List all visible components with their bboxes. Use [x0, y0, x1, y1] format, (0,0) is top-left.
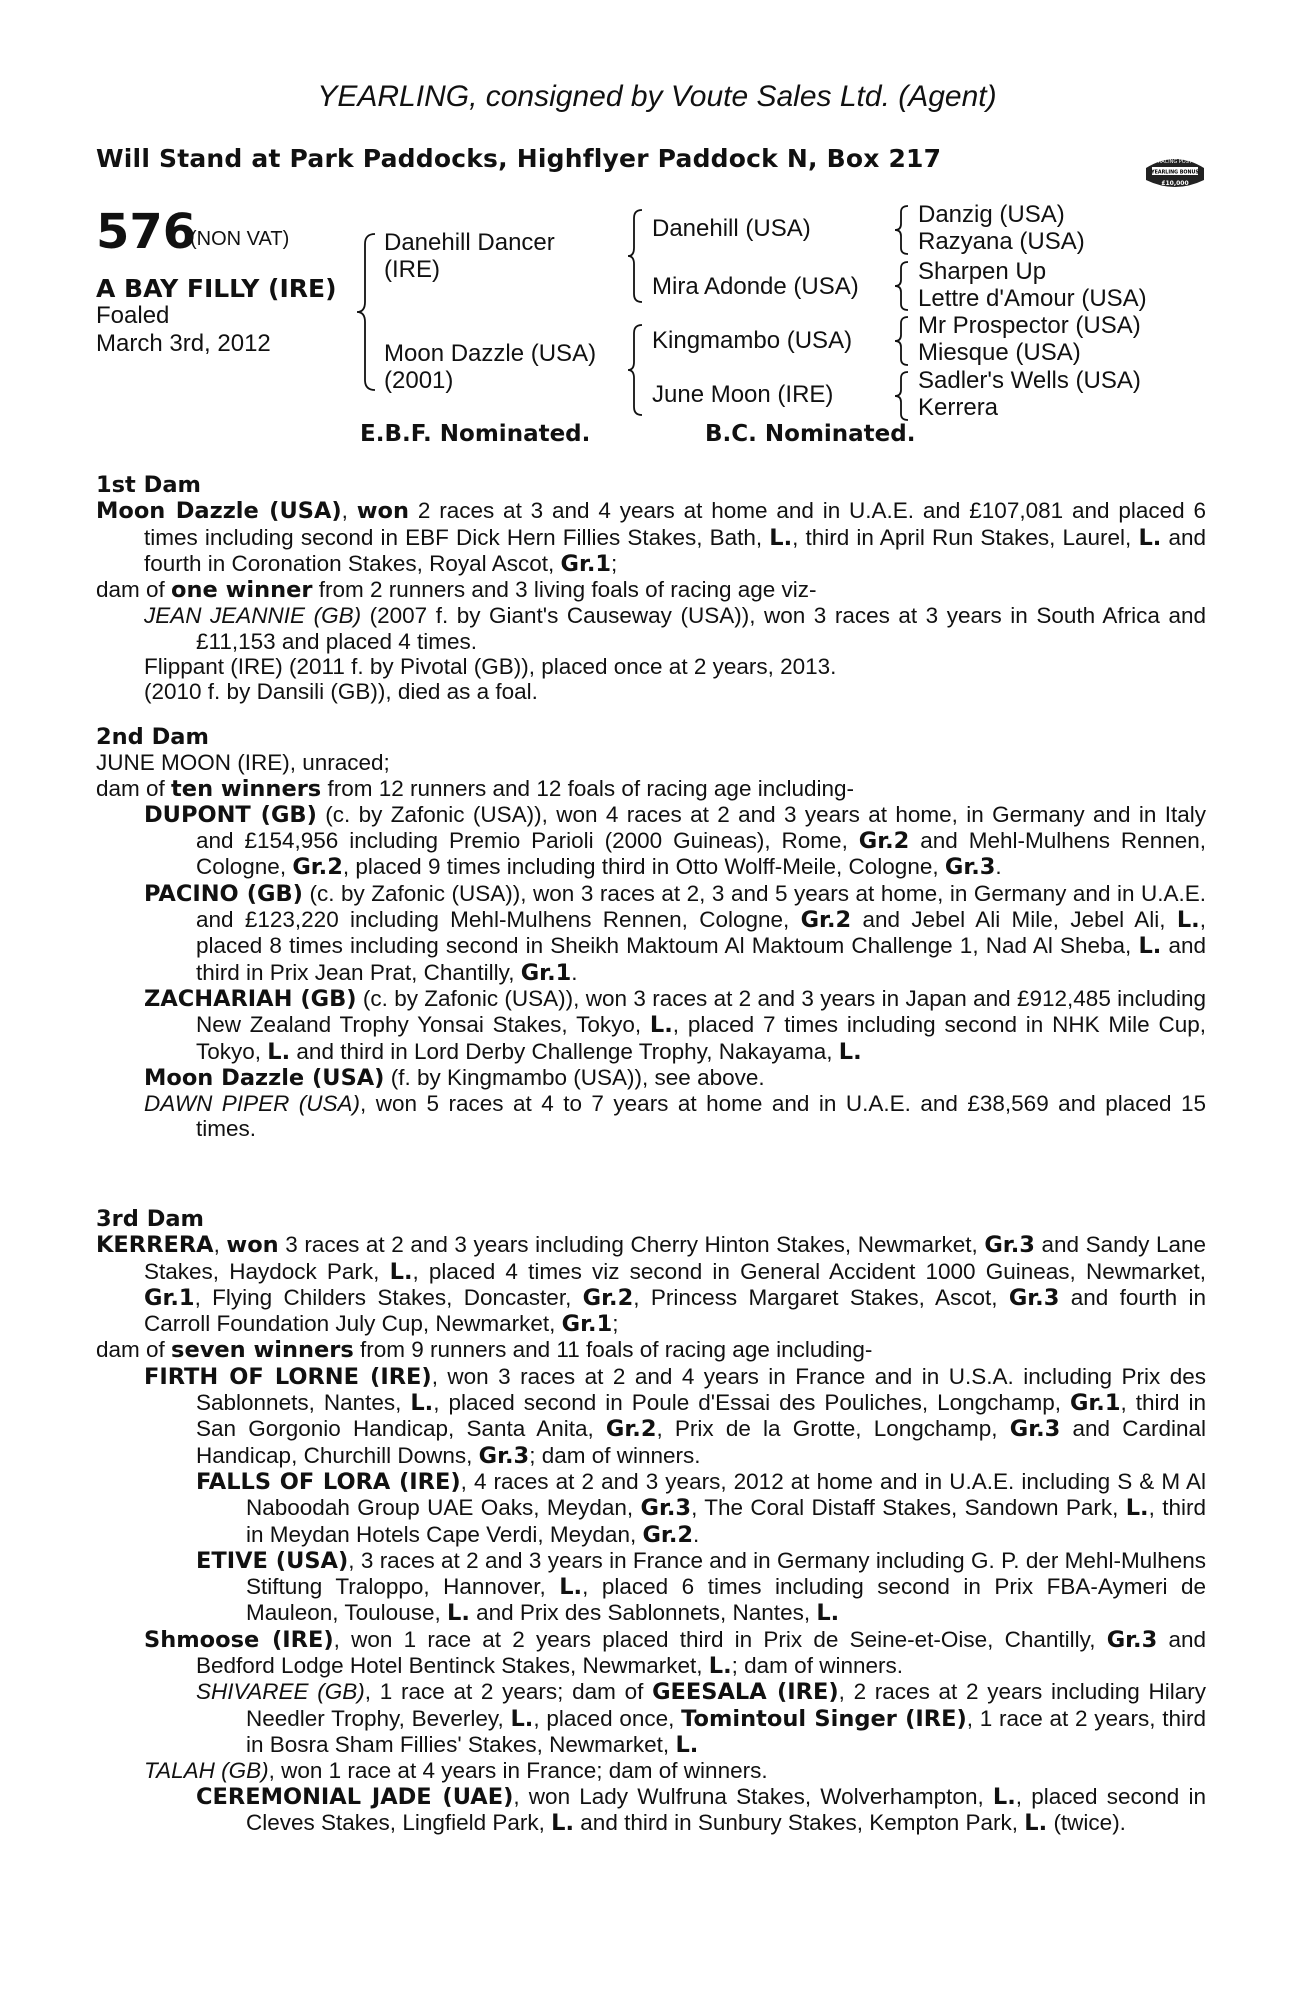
pedigree-ss-sire: Danzig (USA)	[918, 201, 1065, 228]
third-dam-grandproduce-item: CEREMONIAL JADE (UAE), won Lady Wulfruna Stakes, Wolverhampton, L., placed second in Cleves Stakes, Lingfield Park, L. and third in Sunbury Stakes, Kempton Park, L. (twice).	[196, 1783, 1206, 1836]
pedigree-sd-sire: Sharpen Up	[918, 258, 1047, 285]
first-dam-produce-item: JEAN JEANNIE (GB) (2007 f. by Giant's Causeway (USA)), won 3 races at 3 years in South Africa and £11,153 and placed 4 times.	[144, 603, 1206, 654]
badge-mid-text: YEARLING BONUS	[1151, 170, 1199, 176]
third-dam-section	[96, 1207, 1206, 1836]
pedigree-ds-sire: Mr Prospector (USA)	[918, 312, 1141, 339]
second-dam-produce-item: Moon Dazzle (USA) (f. by Kingmambo (USA)), see above.	[144, 1064, 765, 1091]
second-dam-heading: 2nd Dam	[96, 724, 209, 750]
third-dam-heading: 3rd Dam	[96, 1206, 204, 1232]
pedigree-brace-dam	[626, 323, 646, 417]
third-dam-record: KERRERA, won 3 races at 2 and 3 years including Cherry Hinton Stakes, Newmarket, Gr.3 and Sandy Lane Stakes, Haydock Park, L., placed 4 times viz second in General Accident 1000 Guineas, Newmarket, Gr.1, Flying Childers Stakes, Doncaster, Gr.2, Princess Margaret Stakes, Ascot, Gr.3 and fourth in Carroll Foundation July Cup, Newmarket, Gr.1;	[96, 1232, 1207, 1338]
pedigree-sire-sire: Danehill (USA)	[652, 215, 811, 242]
yearling-bonus-badge	[1140, 150, 1210, 196]
pedigree-brace-ds	[893, 315, 911, 367]
pedigree-sire-origin: (IRE)	[384, 256, 440, 283]
first-dam-produce-summary: dam of one winner from 2 runners and 3 living foals of racing age viz-	[96, 577, 817, 604]
second-dam-produce-item: ZACHARIAH (GB) (c. by Zafonic (USA)), won 3 races at 2 and 3 years in Japan and £912,485 including New Zealand Trophy Yonsai Stakes, Tokyo, L., placed 7 times including second in NHK Mile Cup, Tokyo, L. and third in Lord Derby Challenge Trophy, Nakayama, L.	[144, 985, 1206, 1065]
horse-name: A BAY FILLY (IRE)	[96, 274, 337, 303]
first-dam-record: Moon Dazzle (USA), won 2 races at 3 and 4 years at home and in U.A.E. and £107,081 and placed 6 times including second in EBF Dick Hern Fillies Stakes, Bath, L., third in April Run Stakes, Laurel, L. and fourth in Coronation Stakes, Royal Ascot, Gr.1;	[96, 498, 1206, 577]
pedigree-sire-dam: Mira Adonde (USA)	[652, 273, 859, 300]
ebf-nominated: E.B.F. Nominated.	[360, 421, 591, 447]
second-dam-section	[96, 725, 1206, 1142]
third-dam-produce-summary: dam of seven winners from 9 runners and 11 foals of racing age including-	[96, 1337, 873, 1364]
pedigree-dam-name: Moon Dazzle (USA)	[384, 340, 597, 367]
pedigree-sire	[384, 229, 555, 283]
page-header: YEARLING, consigned by Voute Sales Ltd. (Agent)	[317, 80, 997, 113]
pedigree-ss-dam: Razyana (USA)	[918, 228, 1085, 255]
bc-nominated: B.C. Nominated.	[705, 421, 916, 447]
pedigree-dam	[384, 340, 596, 394]
pedigree-dam-year: (2001)	[384, 367, 454, 394]
pedigree-ds-dam: Miesque (USA)	[918, 339, 1081, 366]
foaled-label: Foaled	[96, 302, 170, 329]
foaled-info	[96, 302, 271, 358]
second-dam-produce-item: DAWN PIPER (USA), won 5 races at 4 to 7 years at home and in U.A.E. and £38,569 and placed 15 times.	[144, 1091, 1206, 1142]
third-dam-grandproduce-item: ETIVE (USA), 3 races at 2 and 3 years in France and in Germany including G. P. der Mehl-Mulhens Stiftung Traloppo, Hannover, L., placed 6 times including second in Prix FBA-Aymeri de Mauleon, Toulouse, L. and Prix des Sablonnets, Nantes, L.	[196, 1547, 1207, 1627]
second-dam-produce-item: DUPONT (GB) (c. by Zafonic (USA)), won 4 races at 2 and 3 years at home, in Germany and in Italy and £154,956 including Premio Parioli (2000 Guineas), Rome, Gr.2 and Mehl-Mulhens Rennen, Cologne, Gr.2, placed 9 times including third in Otto Wolff-Meile, Cologne, Gr.3.	[144, 801, 1207, 881]
pedigree-dam-dam: June Moon (IRE)	[652, 381, 834, 408]
third-dam-produce-item: Shmoose (IRE), won 1 race at 2 years placed third in Prix de Seine-et-Oise, Chantilly, Gr.3 and Bedford Lodge Hotel Bentinck Stakes, Newmarket, L.; dam of winners.	[144, 1626, 1206, 1680]
pedigree-brace-main	[355, 232, 379, 392]
third-dam-produce-item: FIRTH OF LORNE (IRE), won 3 races at 2 and 4 years in France and in U.S.A. including Prix des Sablonnets, Nantes, L., placed second in Poule d'Essai des Pouliches, Longchamp, Gr.1, third in San Gorgonio Handicap, Santa Anita, Gr.2, Prix de la Grotte, Longchamp, Gr.3 and Cardinal Handicap, Churchill Downs, Gr.3; dam of winners.	[144, 1363, 1206, 1469]
third-dam-grandproduce-item: FALLS OF LORA (IRE), 4 races at 2 and 3 years, 2012 at home and in U.A.E. including S & M Al Naboodah Group UAE Oaks, Meydan, Gr.3, The Coral Distaff Stakes, Sandown Park, L., third in Meydan Hotels Cape Verdi, Meydan, Gr.2.	[196, 1468, 1206, 1548]
pedigree-dd-dam: Kerrera	[918, 394, 999, 421]
foaled-date: March 3rd, 2012	[96, 330, 271, 357]
pedigree-dam-sire: Kingmambo (USA)	[652, 327, 853, 354]
first-dam-produce-item: Flippant (IRE) (2011 f. by Pivotal (GB)), placed once at 2 years, 2013.	[144, 654, 837, 680]
pedigree-sire-name: Danehill Dancer	[384, 229, 555, 256]
pedigree-brace-ss	[893, 204, 911, 256]
first-dam-section	[96, 473, 1206, 705]
badge-amount-text: £10,000	[1161, 180, 1189, 187]
first-dam-produce-item: (2010 f. by Dansili (GB)), died as a foal.	[144, 679, 538, 705]
pedigree-brace-dd	[893, 370, 911, 422]
third-dam-grandproduce-item: SHIVAREE (GB), 1 race at 2 years; dam of GEESALA (IRE), 2 races at 2 years including Hilary Needler Trophy, Beverley, L., placed once, Tomintoul Singer (IRE), 1 race at 2 years, third in Bosra Sham Fillies' Stakes, Newmarket, L.	[196, 1679, 1207, 1758]
pedigree-sd-dam: Lettre d'Amour (USA)	[918, 285, 1147, 312]
pedigree-brace-sd	[893, 260, 911, 312]
badge-top-text: RACING POST	[1158, 159, 1192, 165]
stand-location: Will Stand at Park Paddocks, Highflyer Paddock N, Box 217	[96, 144, 942, 173]
pedigree-dd-sire: Sadler's Wells (USA)	[918, 367, 1141, 394]
second-dam-produce-summary: dam of ten winners from 12 runners and 12 foals of racing age including-	[96, 775, 855, 802]
second-dam-record: JUNE MOON (IRE), unraced;	[96, 750, 390, 776]
second-dam-produce-item: PACINO (GB) (c. by Zafonic (USA)), won 3 races at 2, 3 and 5 years at home, in Germany and in U.A.E. and £123,220 including Mehl-Mulhens Rennen, Cologne, Gr.2 and Jebel Ali Mile, Jebel Ali, L., placed 8 times including second in Sheikh Maktoum Al Maktoum Challenge 1, Nad Al Sheba, L. and third in Prix Jean Prat, Chantilly, Gr.1.	[144, 880, 1207, 986]
lot-number: 576	[96, 204, 197, 260]
vat-status: (NON VAT)	[190, 228, 290, 250]
pedigree-brace-sire	[626, 208, 646, 304]
first-dam-heading: 1st Dam	[96, 472, 201, 498]
third-dam-produce-item: TALAH (GB), won 1 race at 4 years in France; dam of winners.	[144, 1758, 768, 1784]
